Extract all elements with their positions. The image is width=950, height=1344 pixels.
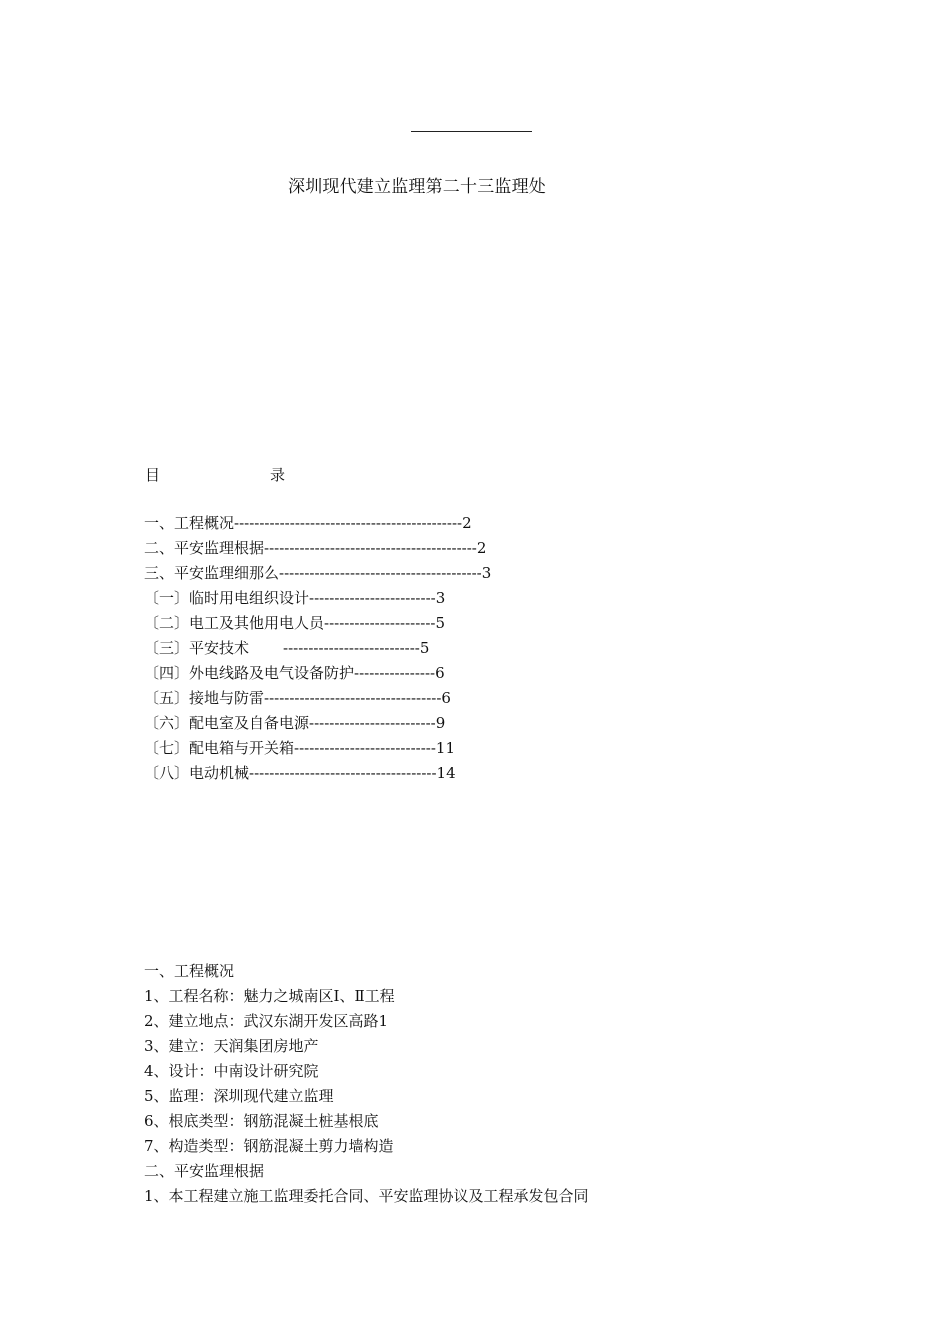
body-line: 7、构造类型：钢筋混凝土剪力墙构造 bbox=[144, 1137, 394, 1155]
table-of-contents bbox=[144, 511, 491, 786]
toc-item: 〔七〕配电箱与开关箱----------------------------11 bbox=[144, 739, 456, 757]
toc-heading-first: 目 bbox=[145, 466, 161, 484]
body-line: 2、建立地点：武汉东湖开发区高路1 bbox=[144, 1012, 389, 1030]
toc-item: 一、工程概况---------------------------------------------2 bbox=[144, 514, 472, 532]
toc-item: 〔四〕外电线路及电气设备防护----------------6 bbox=[144, 664, 445, 682]
body-line: 1、本工程建立施工监理委托合同、平安监理协议及工程承发包合同 bbox=[144, 1187, 589, 1205]
body-text bbox=[144, 959, 589, 1209]
toc-item: 〔二〕电工及其他用电人员----------------------5 bbox=[144, 614, 446, 632]
toc-item: 〔八〕电动机械-------------------------------------14 bbox=[144, 764, 456, 782]
section-heading: 一、工程概况 bbox=[144, 962, 235, 980]
toc-item-leader: ---------------------------5 bbox=[283, 639, 430, 657]
toc-item: 二、平安监理根据------------------------------------------2 bbox=[144, 539, 487, 557]
body-line: 5、监理：深圳现代建立监理 bbox=[144, 1087, 334, 1105]
section-heading: 二、平安监理根据 bbox=[144, 1162, 265, 1180]
toc-item: 〔六〕配电室及自备电源-------------------------9 bbox=[144, 714, 446, 732]
body-line: 4、设计：中南设计研究院 bbox=[144, 1062, 319, 1080]
toc-item: 〔一〕临时用电组织设计-------------------------3 bbox=[144, 589, 446, 607]
toc-heading bbox=[145, 464, 286, 485]
toc-item-label: 〔三〕平安技术 bbox=[144, 639, 250, 657]
body-line: 6、根底类型：钢筋混凝土桩基根底 bbox=[144, 1112, 379, 1130]
toc-item: 三、平安监理细那么----------------------------------------3 bbox=[144, 564, 492, 582]
toc-item: 〔五〕接地与防雷-----------------------------------6 bbox=[144, 689, 451, 707]
body-line: 1、工程名称：魅力之城南区Ⅰ、Ⅱ工程 bbox=[144, 987, 395, 1005]
top-rule-line bbox=[411, 131, 532, 132]
toc-item-with-gap bbox=[144, 636, 491, 661]
organization-title: 深圳现代建立监理第二十三监理处 bbox=[288, 177, 546, 197]
body-line: 3、建立：天润集团房地产 bbox=[144, 1037, 319, 1055]
toc-heading-second: 录 bbox=[270, 466, 286, 484]
